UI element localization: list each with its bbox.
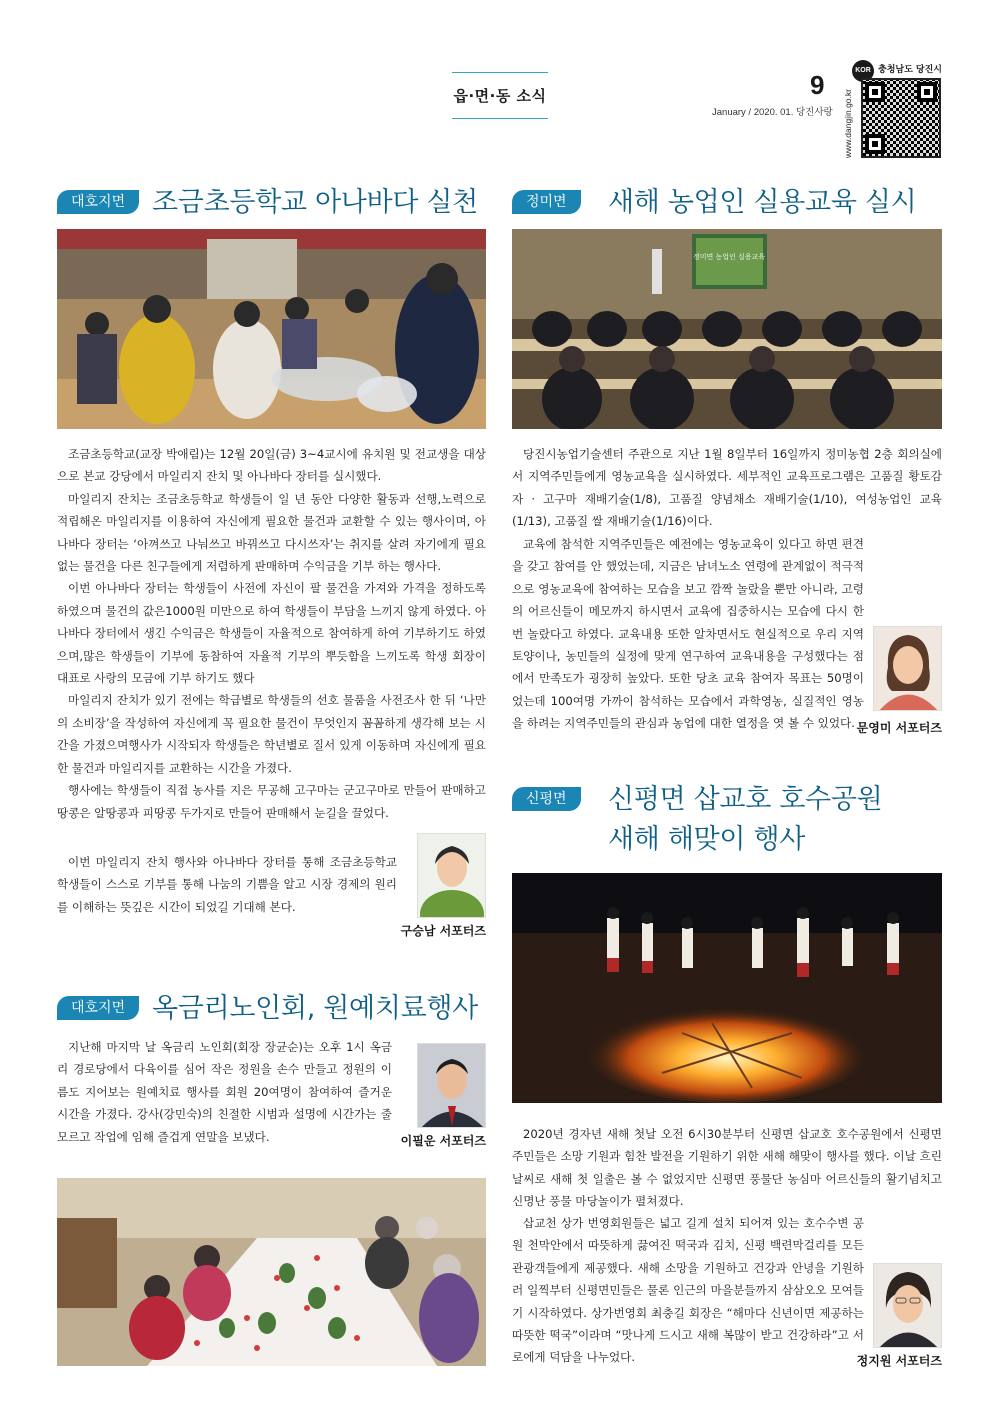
- article-4-title-line-2: 새해 해맞이 행사: [608, 824, 806, 855]
- article-4-region-tag: 신평면: [512, 787, 581, 811]
- new-year-bonfire-photo: [512, 873, 942, 1103]
- article-3-region-tag: 정미면: [512, 190, 581, 214]
- article-3-body-top: [512, 443, 942, 533]
- article-1-paragraph: 조금초등학교(교장 박애림)는 12월 20일(금) 3~4교시에 유치원 및 전교생을 대상으로 본교 강당에서 마일리지 잔치 및 아나바다 장터를 실시했다.: [57, 447, 486, 484]
- section-rule-bottom: [452, 118, 548, 119]
- article-2-title: 옥금리노인회, 원예치료행사: [152, 993, 478, 1024]
- article-1-paragraph: 이번 마일리지 잔치 행사와 아나바다 장터를 통해 조금초등학교 학생들이 스스로 기부를 통해 나눔의 기쁨을 알고 시장 경제의 원리를 이해하는 뜻깊은 시간이 되었길 기대해 본다.: [57, 855, 397, 914]
- section-header: [452, 72, 548, 119]
- city-logo-icon: KOR: [852, 60, 874, 82]
- article-1-paragraph: 이번 아나바다 장터는 학생들이 사전에 자신이 팔 물건을 가져와 가격을 정하도록 하였으며 물건의 값은1000원 미만으로 하여 학생들이 부담을 느끼지 않게 하였다. 아나바다 장터에서 생긴 수익금은 학생들이 자율적으로 참여하게 하여 기부하기도 하였으며,많은 학생들이 기부에 동참하여 자율적 기부의 뿌듯함을 느끼도록 학생 회장이 대표로 사랑의 모금에 기부 하기도 했다: [57, 581, 486, 686]
- article-2-body: [57, 1036, 392, 1148]
- section-label: 읍·면·동 소식: [453, 87, 547, 105]
- reporter-2-caption: 이필운 서포터즈: [400, 1134, 486, 1148]
- article-1-body-bottom: [57, 851, 397, 918]
- article-1-paragraph: 행사에는 학생들이 직접 농사를 지은 무공해 고구마는 군고구마로 만들어 판매하고 땅콩은 알땅콩과 피땅콩 두가지로 만들어 판매해서 눈길을 끌었다.: [57, 783, 486, 820]
- reporter-2-portrait: [417, 1043, 486, 1128]
- reporter-4-caption: 정지원 서포터즈: [856, 1354, 942, 1368]
- reporter-1-portrait: [417, 833, 486, 918]
- article-1-paragraph: 마일리지 잔치는 조금초등학교 학생들이 일 년 동안 다양한 활동과 선행,노력으로 적립해온 마일리지를 이용하여 자신에게 필요한 물건과 교환할 수 있는 행사이며, 아나바다 장터는 ‘아껴쓰고 나눠쓰고 바꿔쓰고 다시쓰자’는 취지를 살려 자기에게 필요 없는 물건을 다른 친구들에게 저렴하게 판매하며 수익금을 기부 하는 행사다.: [57, 491, 486, 574]
- article-1-paragraph: 마일리지 잔치가 있기 전에는 학급별로 학생들의 선호 물품을 사전조사 한 뒤 ‘나만의 소비장’을 작성하여 자신에게 꼭 필요한 물건이 무엇인지 꼼꼼하게 생각해 보는 시간을 가졌으며행사가 시작되자 학생들은 학년별로 질서 있게 이동하며 자신에게 필요한 물건과 마일리지를 교환하는 시간을 가졌다.: [57, 693, 486, 775]
- article-1-title: 조금초등학교 아나바다 실천: [152, 187, 478, 218]
- reporter-1-caption: 구승남 서포터즈: [400, 924, 486, 938]
- article-2-region-tag: 대호지면: [57, 996, 139, 1020]
- page-number: 9: [810, 70, 825, 100]
- article-1-body-top: [57, 443, 486, 824]
- reporter-3-portrait: [873, 626, 942, 711]
- article-3-paragraph: 교육에 참석한 지역주민들은 예전에는 영농교육이 있다고 하면 편견을 갖고 참여를 안 했었는데, 지금은 남녀노소 연령에 관계없이 적극적으로 영농교육에 참여하는 모습을 보고 깜짝 놀랐을 뿐만 아니라, 고령의 어르신들이 메모까지 하시면서 교육에 집중하시는 모습에 다시 한 번 놀랐다고 하였다. 교육내용 또한 알차면서도 현실적으로 우리 지역 토양이나, 농민들의 실정에 맞게 연구하여 교육내용을 구성했다는 점에서 만족도가 굉장히 높았다. 또한 당초 교육 참여자 목표는 50명이었는데 100여명 가까이 참석하는 모습에서 과학영농, 실질적인 영농을 하려는 지역주민들의 관심과 농업에 대한 열정을 엿 볼 수 있었다.: [512, 537, 864, 731]
- reporter-4-portrait: [873, 1263, 942, 1348]
- article-3-body-wrap: [512, 533, 864, 735]
- gardening-class-photo: [57, 1178, 486, 1366]
- article-4-paragraph: 2020년 경자년 새해 첫날 오전 6시30분부터 신평면 삽교호 호수공원에서 신평면 주민들은 소망 기원과 힘찬 발전을 기원하기 위한 새해 해맞이 행사를 했다. 이날 흐린 날씨로 새해 첫 일출은 볼 수 없었지만 신평면 풍물단 농심마 어르신들의 활기넘치고 신명난 풍물 마당놀이가 펼쳐졌다.: [512, 1127, 942, 1209]
- article-2-paragraph: 지난해 마지막 날 옥금리 노인회(회장 장균순)는 오후 1시 옥금리 경로당에서 다육이를 심어 작은 정원을 손수 만들고 정원의 이름도 지어보는 원예치료 행사를 회원 20여명이 참여하여 즐거운 시간을 가졌다. 강사(강민숙)의 친절한 시범과 설명에 시간가는 줄 모르고 작업에 임해 즐겁게 연말을 보냈다.: [57, 1040, 392, 1144]
- reporter-3-caption: 문영미 서포터즈: [856, 721, 942, 735]
- article-3-title: 새해 농업인 실용교육 실시: [608, 187, 917, 218]
- farm-training-photo: [512, 229, 942, 429]
- region-name: 충청남도 당진시: [878, 65, 942, 75]
- article-3-paragraph: 당진시농업기술센터 주관으로 지난 1월 8일부터 16일까지 정미농협 2층 회의실에서 지역주민들에게 영농교육을 실시하였다. 세부적인 교육프로그램은 고품질 황토감자 · 고구마 재배기술(1/8), 고품질 양념채소 재배기술(1/10), 여성농업인 교육(1/13), 고품질 쌀 재배기술(1/16)이다.: [512, 447, 942, 529]
- slide-title: 정미면 농업인 실용교육: [692, 253, 766, 261]
- article-4-paragraph: 삽교천 상가 번영회원들은 넓고 길게 설치 되어져 있는 호수수변 공원 천막안에서 따뜻하게 끓여진 떡국과 김치, 신평 백련막걸리를 모든 관광객들에게 제공했다. 새해 소망을 기원하고 건강과 안녕을 기원하러 일찍부터 신평면민들은 물론 인근의 마을분들까지 삼삼오오 모여들기 시작하였다. 상가번영회 최충길 회장은 “해마다 신년이면 제공하는 따뜻한 떡국”이라며 “맛나게 드시고 새해 복많이 받고 건강하라”고 서로에게 덕담을 나누었다.: [512, 1216, 864, 1365]
- qr-code-icon: [861, 78, 941, 158]
- school-market-photo: [57, 229, 486, 429]
- issue-date: January / 2020. 01. 당진사랑: [712, 107, 833, 118]
- article-1-region-tag: 대호지면: [57, 190, 139, 214]
- article-4-body-top: [512, 1123, 942, 1213]
- site-url: www.dangjin.go.kr: [843, 89, 853, 158]
- article-4-body-wrap: [512, 1212, 864, 1369]
- article-4-title-line-1: 신평면 삽교호 호수공원: [608, 784, 883, 815]
